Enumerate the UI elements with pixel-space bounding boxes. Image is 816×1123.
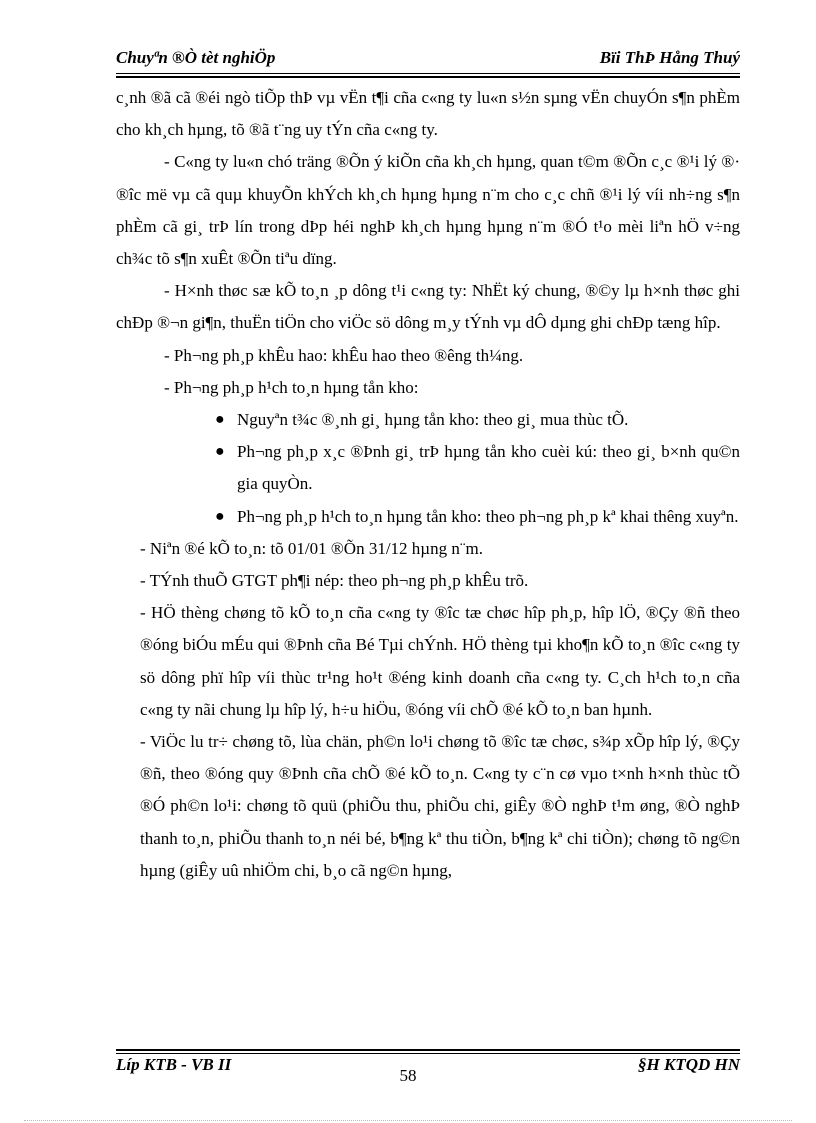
paragraph-bookkeeping-form: - H×nh thøc sæ kÕ to¸n ¸p dông t¹i c«ng ty: NhËt ký chung, ®©y lµ h×nh thøc ghi chÐp ®¬n gi¶n, thuËn tiÖn cho viÖc sö dông m¸y tÝnh vµ dÔ dµng ghi chÐp tæng hîp. [116,281,740,333]
footer-rule-thick [116,1049,740,1051]
header-rule-thin [116,73,740,74]
paragraph-voucher-system: - HÖ thèng chøng tõ kÕ to¸n cña c«ng ty ®îc tæ chøc hîp ph¸p, hîp lÖ, ®Çy ®ñ theo ®óng biÓu mÉu qui ®Þnh cña Bé Tµi chÝnh. HÖ thèng tµi kho¶n kÕ to¸n ®îc c«ng ty sö dông phï hîp víi thùc tr¹ng ho¹t ®éng kinh doanh cña c«ng ty. C¸ch h¹ch to¸n cña c«ng ty nãi chung lµ hîp lý, h÷u hiÖu, ®óng víi chÕ ®é kÕ to¸n ban hµnh. [140,603,740,719]
paragraph-inventory-method: - Ph¬ng ph¸p h¹ch to¸n hµng tån kho: [164,377,419,397]
list-item: ● Ph¬ng ph¸p h¹ch to¸n hµng tån kho: theo ph¬ng ph¸p kª khai thêng xuyªn. [116,501,740,533]
page-number: 58 [399,1066,417,1085]
paragraph-voucher-storage: - ViÖc lu tr÷ chøng tõ, lùa chän, ph©n lo¹i chøng tõ ®îc tæ chøc, s¾p xÕp hîp lý, ®Çy ®ñ, theo ®óng quy ®Þnh cña chÕ ®é kÕ to¸n. C«ng ty c¨n cø vµo t×nh h×nh thùc tÕ ®Ó ph©n lo¹i: chøng tõ quü (phiÕu thu, phiÕu chi, giÊy ®Ò nghÞ t¹m øng, ®Ò nghÞ thanh to¸n, phiÕu thanh to¸n néi bé, b¶ng kª thu tiÒn, b¶ng kª chi tiÒn); chøng tõ ng©n hµng (giÊy uû nhiÖm chi, b¸o cã ng©n hµng, [140,732,740,880]
inventory-bullet-list [116,404,740,533]
paragraph-vat: - TÝnh thuÕ GTGT ph¶i nép: theo ph¬ng ph¸p khÊu trõ. [140,571,529,591]
page-edge-divider [24,1120,792,1121]
header-rule-thick [116,76,740,78]
bullet-icon: ● [215,411,225,429]
bullet-icon: ● [215,507,225,525]
header-title: Chuyªn ®Ò tèt nghiÖp [116,48,276,67]
paragraph-continuation: c¸nh ®ã cã ®éi ngò tiÕp thÞ vµ vËn t¶i cña c«ng ty lu«n s½n sµng vËn chuyÓn s¶n phÈm cho kh¸ch hµng, tõ ®ã t¨ng uy tÝn cña c«ng ty. [116,88,740,140]
document-body [116,82,740,887]
paragraph-fiscal-year: - Niªn ®é kÕ to¸n: tõ 01/01 ®Õn 31/12 hµng n¨m. [140,538,483,558]
footer-class: Líp KTB - VB II [116,1055,232,1074]
footer-university: §H KTQD HN [638,1055,740,1074]
bullet-icon: ● [215,443,225,461]
list-item: ● Ph¬ng ph¸p x¸c ®Þnh gi¸ trÞ hµng tån kho cuèi kú: theo gi¸ b×nh qu©n gia quyÒn. [116,436,740,500]
paragraph-customer-care: - C«ng ty lu«n chó träng ®Õn ý kiÕn cña kh¸ch hµng, quan t©m ®Õn c¸c ®¹i lý ®· ®îc më vµ cã quµ khuyÕn khÝch kh¸ch hµng hµng n¨m cho c¸c chñ ®¹i lý víi nh÷ng s¶n phÈm cã gi¸ trÞ lín trong dÞp héi nghÞ kh¸ch hµng hµng n¨m ®Ó t¹o mèi liªn hÖ v÷ng ch¾c tõ s¶n xuÊt ®Õn tiªu dïng. [116,152,740,269]
header-author: Bïi ThÞ Hång Thuý [599,48,740,67]
paragraph-depreciation: - Ph¬ng ph¸p khÊu hao: khÊu hao theo ®êng th¼ng. [164,345,524,365]
footer-rule-thin [116,1053,740,1054]
list-item: ● Nguyªn t¾c ®¸nh gi¸ hµng tån kho: theo gi¸ mua thùc tÕ. [116,404,740,436]
page-header [116,48,740,72]
